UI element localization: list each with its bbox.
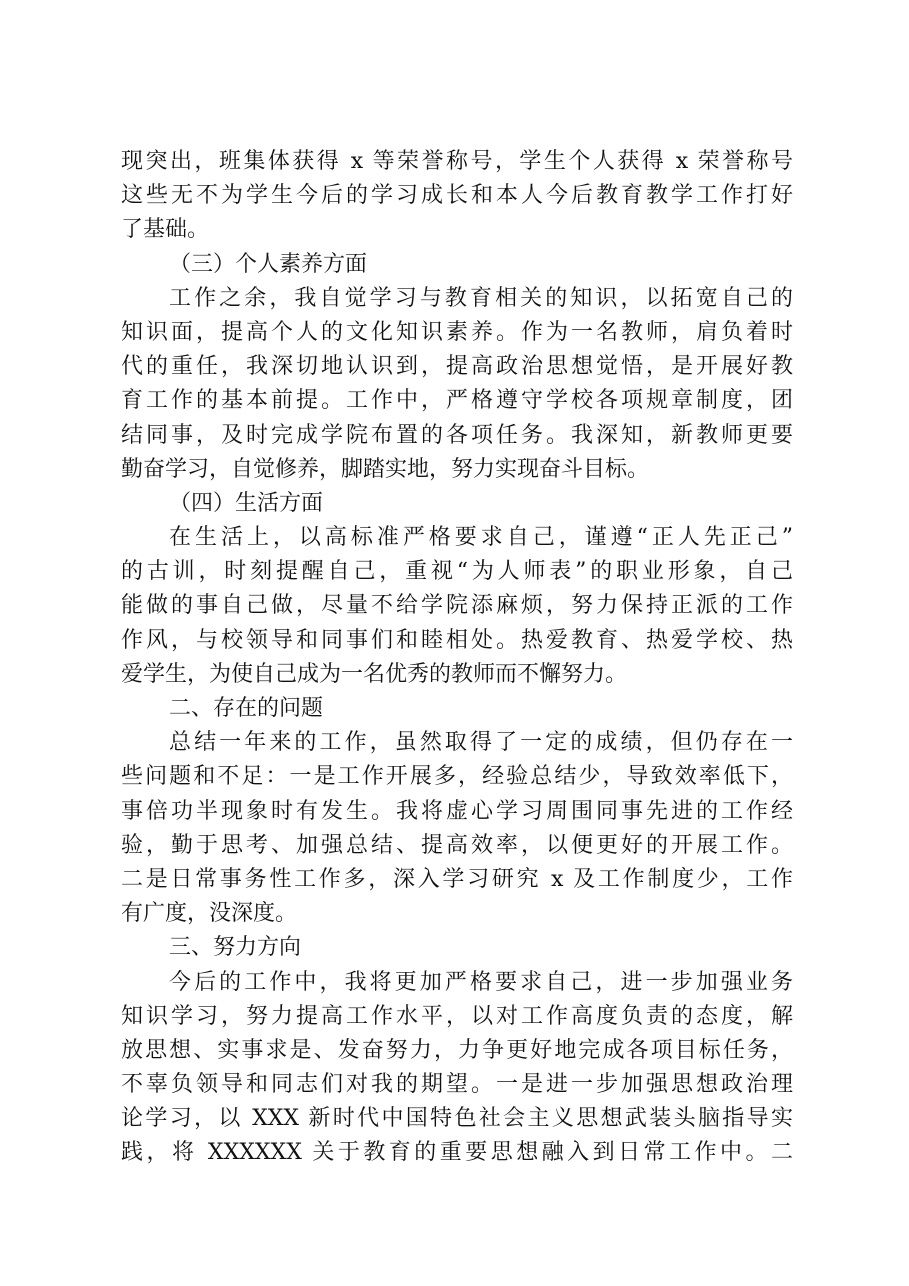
body-line: 有广度，没深度。: [121, 901, 298, 927]
body-line: 作风，与校领导和同事们和睦相处。热爱教育、热爱学校、热: [121, 627, 793, 653]
body-line: 结同事，及时完成学院布置的各项任务。我深知，新教师更要: [121, 422, 793, 448]
body-line: 放思想、实事求是、发奋努力，力争更好地完成各项目标任务，: [121, 1037, 793, 1063]
body-line: 验，勤于思考、加强总结、提高效率，以便更好的开展工作。: [121, 832, 793, 858]
body-line: 些问题和不足：一是工作开展多，经验总结少，导致效率低下，: [121, 764, 793, 790]
body-line: 爱学生，为使自己成为一名优秀的教师而不懈努力。: [121, 661, 628, 687]
body-line: 能做的事自己做，尽量不给学院添麻烦，努力保持正派的工作: [121, 593, 793, 619]
section-heading-direction: 三、努力方向: [169, 935, 302, 961]
paragraph-first-line: 总结一年来的工作，虽然取得了一定的成绩，但仍存在一: [169, 730, 793, 756]
body-line: 代的重任，我深切地认识到，提高政治思想觉悟，是开展好教: [121, 354, 793, 380]
body-line: 勤奋学习，自觉修养，脚踏实地，努力实现奋斗目标。: [121, 456, 650, 482]
paragraph-first-line: 工作之余，我自觉学习与教育相关的知识，以拓宽自己的: [169, 285, 793, 311]
document-body: [121, 145, 793, 1171]
paragraph-first-line: 在生活上，以高标准严格要求自己，谨遵“正人先正己”: [169, 525, 793, 551]
body-line: 践，将 XXXXXX 关于教育的重要思想融入到日常工作中。二: [121, 1140, 793, 1166]
body-line: 这些无不为学生今后的学习成长和本人今后教育教学工作打好: [121, 183, 793, 209]
section-heading-problems: 二、存在的问题: [169, 696, 324, 721]
subsection-heading-personal: （三）个人素养方面: [169, 251, 368, 277]
body-line: 事倍功半现象时有发生。我将虚心学习周围同事先进的工作经: [121, 798, 793, 824]
body-line: 育工作的基本前提。工作中，严格遵守学校各项规章制度，团: [121, 388, 793, 414]
body-line: 现突出，班集体获得 x 等荣誉称号，学生个人获得 x 荣誉称号: [121, 149, 793, 174]
subsection-heading-life: （四）生活方面: [169, 490, 324, 516]
body-line: 了基础。: [121, 217, 210, 243]
body-line: 知识学习，努力提高工作水平，以对工作高度负责的态度，解: [121, 1003, 793, 1029]
body-line: 知识面，提高个人的文化知识素养。作为一名教师，肩负着时: [121, 319, 793, 345]
body-line: 二是日常事务性工作多，深入学习研究 x 及工作制度少，工作: [121, 866, 793, 892]
body-line: 不辜负领导和同志们对我的期望。一是进一步加强思想政治理: [121, 1072, 793, 1098]
body-line: 论学习，以 XXX 新时代中国特色社会主义思想武装头脑指导实: [121, 1106, 793, 1132]
paragraph-first-line: 今后的工作中，我将更加严格要求自己，进一步加强业务: [169, 969, 793, 995]
body-line: 的古训，时刻提醒自己，重视“为人师表”的职业形象，自己: [121, 559, 793, 585]
